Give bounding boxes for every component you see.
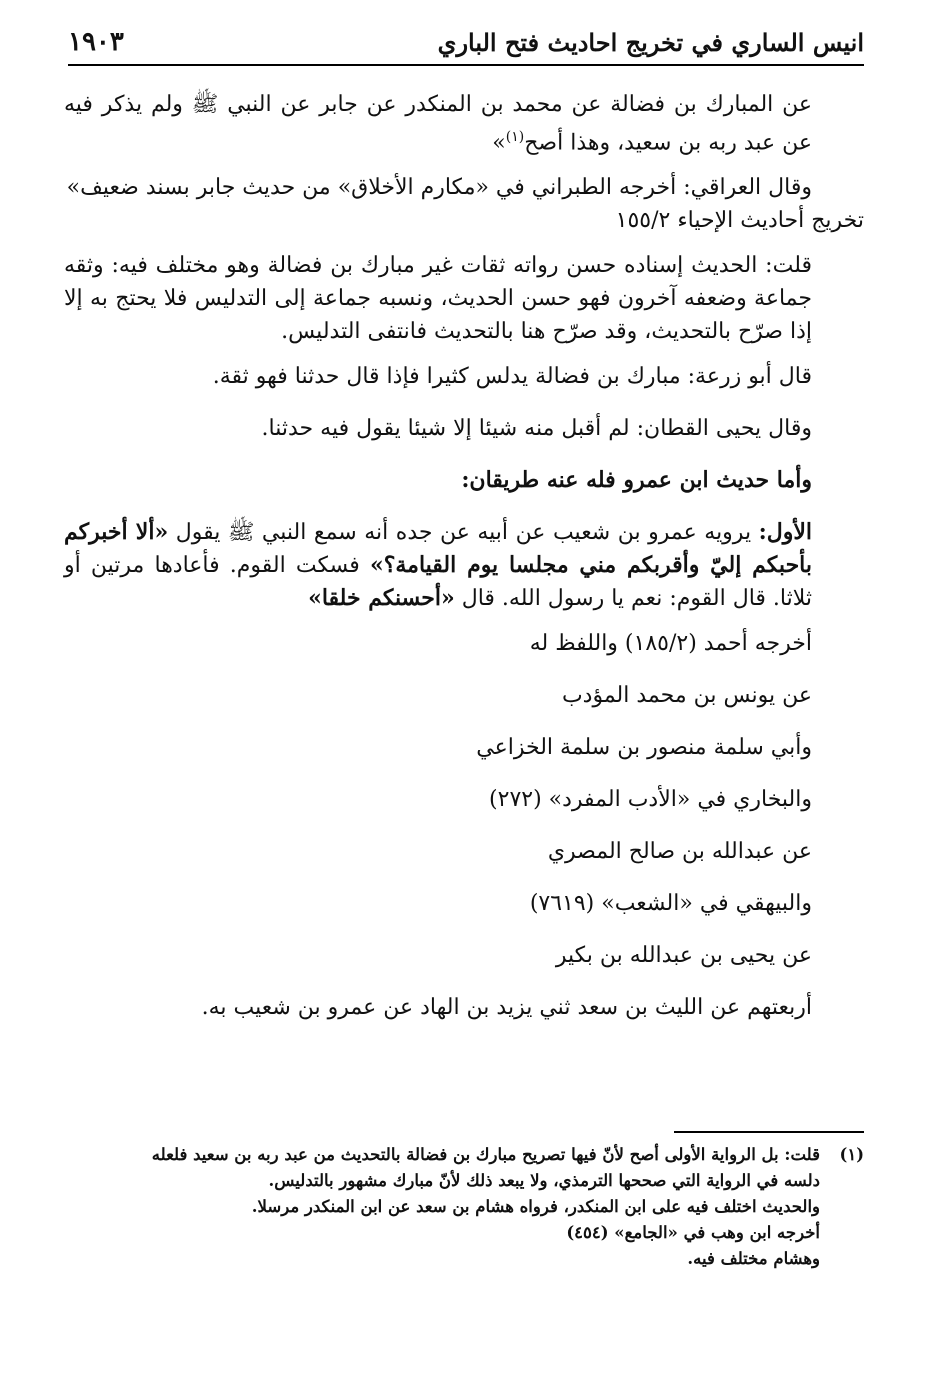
paragraph-2-citation: تخريج أحاديث الإحياء ١٥٥/٢	[615, 208, 864, 234]
paragraph-2-text: وقال العراقي: أخرجه الطبراني في «مكارم الأخلاق» من حديث جابر بسند ضعيف»	[66, 175, 812, 201]
footnote-1-lines	[66, 1142, 820, 1272]
takhrij-line-6: والبيهقي في «الشعب» (٧٦١٩)	[529, 891, 812, 917]
footnote-separator	[674, 1131, 864, 1133]
footnote-line: والحديث اختلف فيه على ابن المنكدر، فرواه هشام بن سعد عن ابن المنكدر مرسلا.	[251, 1197, 820, 1216]
takhrij-line-3: وأبي سلمة منصور بن سلمة الخزاعي	[476, 735, 812, 761]
page-header	[68, 20, 864, 66]
paragraph-1	[64, 88, 864, 159]
paragraph-7-text-a: يرويه عمرو بن شعيب عن أبيه عن جده أنه سمع النبي ﷺ يقول	[168, 520, 759, 546]
paragraph-1-close: »	[492, 130, 506, 156]
footnote-mark: (١)	[839, 1145, 864, 1164]
paragraph-5: وقال يحيى القطان: لم أقبل منه شيئا إلا شيئا يقول فيه حدثنا.	[261, 416, 812, 442]
running-title: انيس الساري في تخريج احاديث فتح الباري	[437, 27, 864, 57]
paragraph-4: قال أبو زرعة: مبارك بن فضالة يدلس كثيرا فإذا قال حدثنا فهو ثقة.	[212, 364, 812, 390]
paragraph-2	[64, 171, 864, 237]
footnotes	[66, 1142, 864, 1272]
paragraph-3: قلت: الحديث إسناده حسن رواته ثقات غير مبارك بن فضالة وهو مختلف فيه: وثقه جماعة وضعفه آخرون فهو حسن الحديث، ونسبه جماعة إلى التدليس فلا يحتج به إلا إذا صرّح بالتحديث، وقد صرّح هنا بالتحديث فانتفى التدليس.	[64, 253, 812, 345]
section-heading: وأما حديث ابن عمرو فله عنه طريقان:	[461, 467, 812, 494]
paragraph-7-label: الأول:	[758, 519, 812, 546]
paragraph-7-text-b: فسكت القوم. فأعادها مرتين أو ثلاثا. قال القوم: نعم يا رسول الله. قال	[64, 553, 812, 612]
takhrij-line-4: والبخاري في «الأدب المفرد» (٢٧٢)	[489, 787, 812, 813]
footnote-line: دلسه في الرواية التي صححها الترمذي، ولا يبعد ذلك لأنّ مبارك مشهور بالتدليس.	[268, 1171, 820, 1190]
body-text	[64, 88, 864, 1043]
footnote-line: وهشام مختلف فيه.	[687, 1249, 820, 1268]
takhrij-line-7: عن يحيى بن عبدالله بن بكير	[555, 943, 812, 969]
footnote-ref: (١)	[505, 129, 525, 145]
hadith-quote: «ألا أخبركم بأحبكم إليّ وأقربكم مني مجلسا يوم القيامة؟»	[64, 519, 812, 579]
hadith-quote-2: «أحسنكم خلقا»	[308, 585, 455, 612]
takhrij-line-8: أربعتهم عن الليث بن سعد ثني يزيد بن الهاد عن عمرو بن شعيب به.	[201, 995, 812, 1021]
page-number: ١٩٠٣	[68, 27, 124, 57]
takhrij-line-5: عن عبدالله بن صالح المصري	[547, 839, 812, 865]
takhrij-line-2: عن يونس بن محمد المؤدب	[561, 683, 812, 709]
takhrij-line-1: أخرجه أحمد (١٨٥/٢) واللفظ له	[529, 631, 812, 657]
footnote-line: قلت: بل الرواية الأولى أصح لأنّ فيها تصريح مبارك بن فضالة بالتحديث من عبد ربه بن سعيد فلعله	[151, 1145, 820, 1164]
footnote-line: أخرجه ابن وهب في «الجامع» (٤٥٤)	[566, 1223, 820, 1242]
footnote-1	[66, 1142, 864, 1272]
paragraph-1-text: عن المبارك بن فضالة عن محمد بن المنكدر عن جابر عن النبي ﷺ ولم يذكر فيه عن عبد ربه بن سعيد، وهذا أصح	[64, 92, 812, 156]
paragraph-7	[64, 516, 864, 615]
